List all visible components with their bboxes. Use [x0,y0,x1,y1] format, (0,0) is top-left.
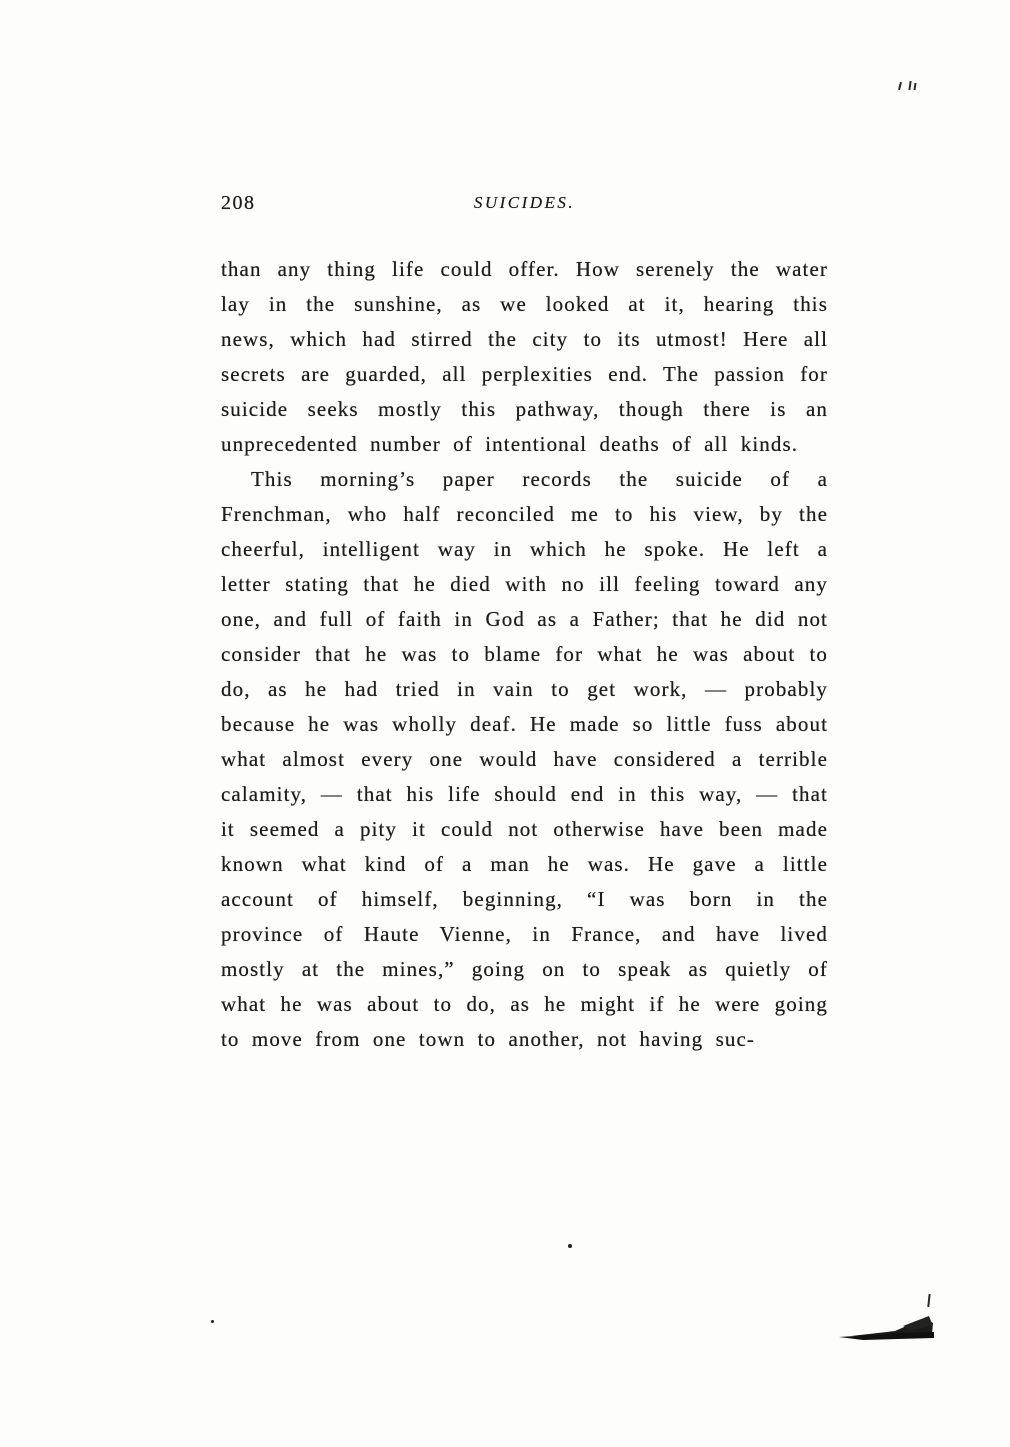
paragraph: than any thing life could offer. How serenely the water lay in the sunshine, as we looked at it, hearing this news, which had stirred the city to its utmost! Here all secrets are guarded, all perplexities end. The passion for suicide seeks mostly this pathway, though there is an unprecedented number of intentional deaths of all kinds. [221,257,828,456]
scan-speck-bottom-center [568,1244,572,1248]
ink-smudge-shape [833,1292,938,1350]
page-number: 208 [221,192,256,214]
scan-artifact-top-right [897,80,921,96]
scan-speck-bottom-left [211,1320,214,1323]
running-head-title: SUICIDES. [473,193,576,212]
paragraph: This morning’s paper records the suicide of a Frenchman, who half reconciled me to his view, by the cheerful, intelligent way in which he spoke. He left a letter stating that he died with no ill feeling toward any one, and full of faith in God as a Father; that he did not consider that he was to blame for what he was about to do, as he had tried in vain to get work, — probably because he was wholly deaf. He made so little fuss about what almost every one would have considered a terrible calamity, — that his life should end in this way, — that it seemed a pity it could not otherwise have been made known what kind of a man he was. He gave a little account of himself, beginning, “I was born in the province of Haute Vienne, in France, and have lived mostly at the mines,” going on to speak as quietly of what he was about to do, as he might if he were going to move from one town to another, not having suc- [221,467,828,1051]
page-header [221,192,828,220]
body-text [221,252,828,1057]
text-block [221,192,828,1057]
ink-smudge-bottom-right [833,1292,938,1350]
